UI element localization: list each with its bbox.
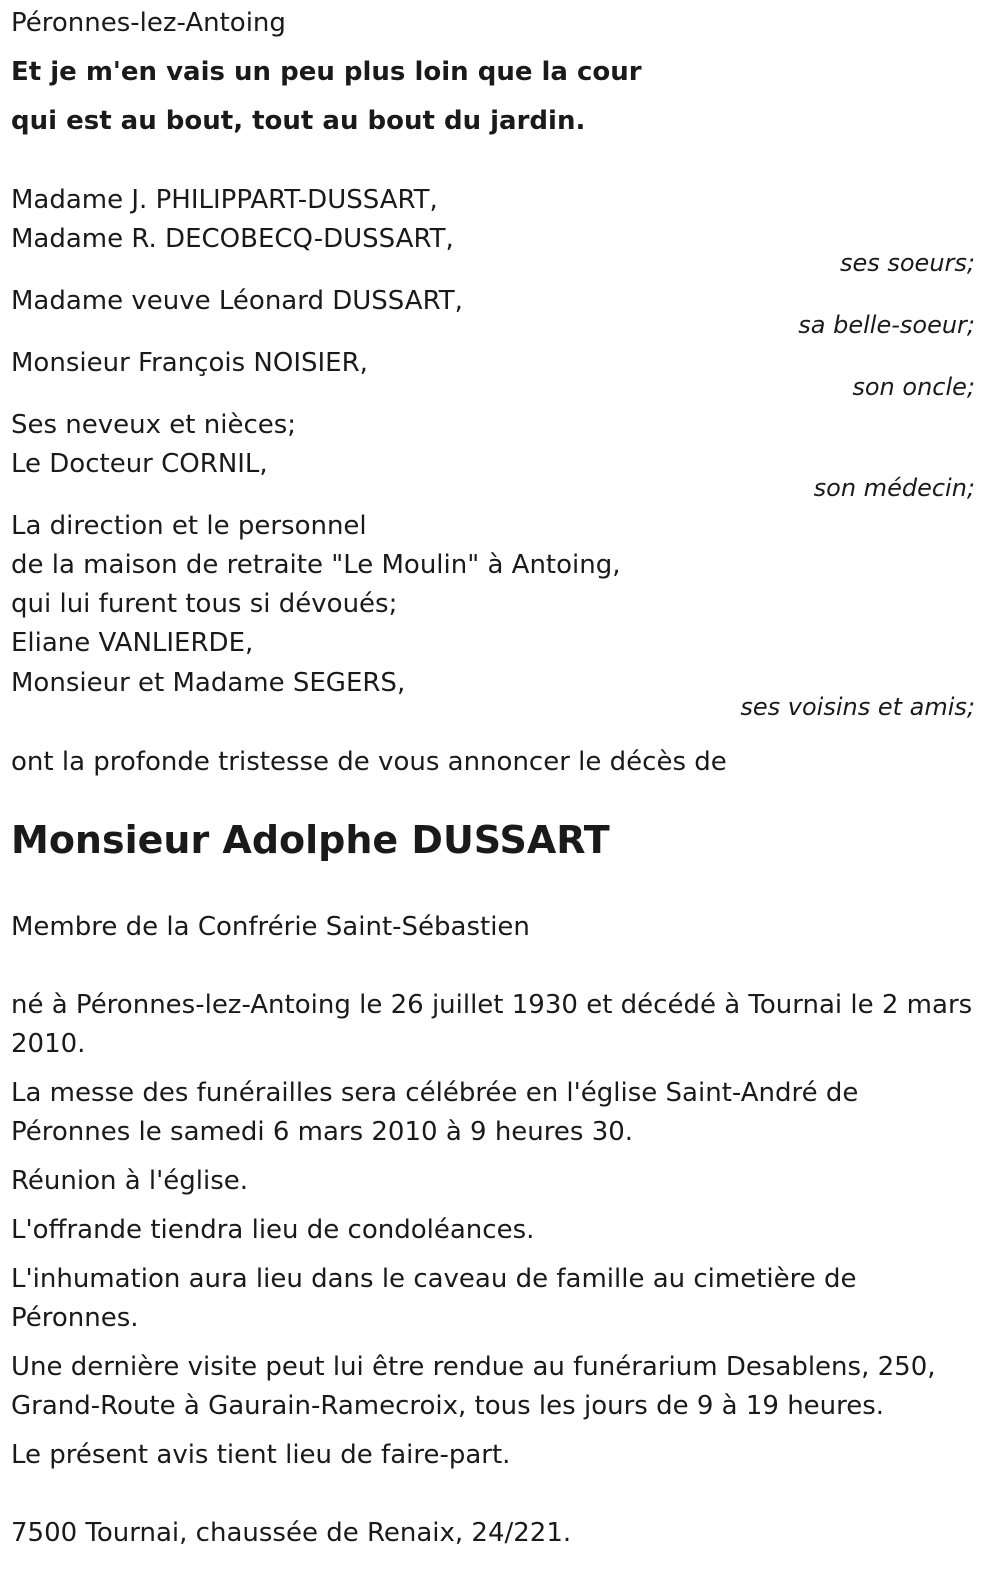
family-name: de la maison de retraite "Le Moulin" à Antoing,	[11, 550, 621, 580]
paragraph-line: L'inhumation aura lieu dans le caveau de famille au cimetière de	[11, 1264, 857, 1294]
paragraph-line: Le présent avis tient lieu de faire-part.	[11, 1440, 511, 1470]
quote-line-2: qui est au bout, tout au bout du jardin.	[11, 106, 586, 136]
family-relation: ses voisins et amis;	[740, 693, 975, 721]
announcement-text: ont la profonde tristesse de vous annoncer le décès de	[11, 747, 727, 777]
paragraph-line: La messe des funérailles sera célébrée en l'église Saint-André de	[11, 1078, 859, 1108]
family-name: La direction et le personnel	[11, 511, 367, 541]
family-name: Monsieur François NOISIER,	[11, 348, 368, 378]
membership-text: Membre de la Confrérie Saint-Sébastien	[11, 912, 530, 942]
family-name: Monsieur et Madame SEGERS,	[11, 668, 406, 698]
paragraph-line: 2010.	[11, 1029, 86, 1059]
family-name: Ses neveux et nièces;	[11, 410, 297, 440]
address-text: 7500 Tournai, chaussée de Renaix, 24/221.	[11, 1518, 572, 1548]
location-text: Péronnes-lez-Antoing	[11, 8, 286, 38]
family-relation: son oncle;	[852, 373, 975, 401]
family-relation: sa belle-soeur;	[798, 311, 975, 339]
paragraph-line: Péronnes le samedi 6 mars 2010 à 9 heures 30.	[11, 1117, 634, 1147]
family-name: qui lui furent tous si dévoués;	[11, 589, 398, 619]
family-name: Le Docteur CORNIL,	[11, 449, 268, 479]
deceased-name: Monsieur Adolphe DUSSART	[11, 818, 610, 862]
paragraph-line: Une dernière visite peut lui être rendue au funérarium Desablens, 250,	[11, 1352, 936, 1382]
family-name: Madame R. DECOBECQ-DUSSART,	[11, 224, 454, 254]
paragraph-line: Grand-Route à Gaurain-Ramecroix, tous les jours de 9 à 19 heures.	[11, 1391, 885, 1421]
paragraph-line: Réunion à l'église.	[11, 1166, 249, 1196]
paragraph-line: né à Péronnes-lez-Antoing le 26 juillet 1930 et décédé à Tournai le 2 mars	[11, 990, 973, 1020]
paragraph-line: Péronnes.	[11, 1303, 139, 1333]
paragraph-line: L'offrande tiendra lieu de condoléances.	[11, 1215, 535, 1245]
quote-line-1: Et je m'en vais un peu plus loin que la cour	[11, 57, 642, 87]
family-name: Eliane VANLIERDE,	[11, 628, 254, 658]
family-relation: ses soeurs;	[839, 249, 975, 277]
family-name: Madame veuve Léonard DUSSART,	[11, 286, 463, 316]
family-name: Madame J. PHILIPPART-DUSSART,	[11, 185, 438, 215]
family-relation: son médecin;	[813, 474, 975, 502]
